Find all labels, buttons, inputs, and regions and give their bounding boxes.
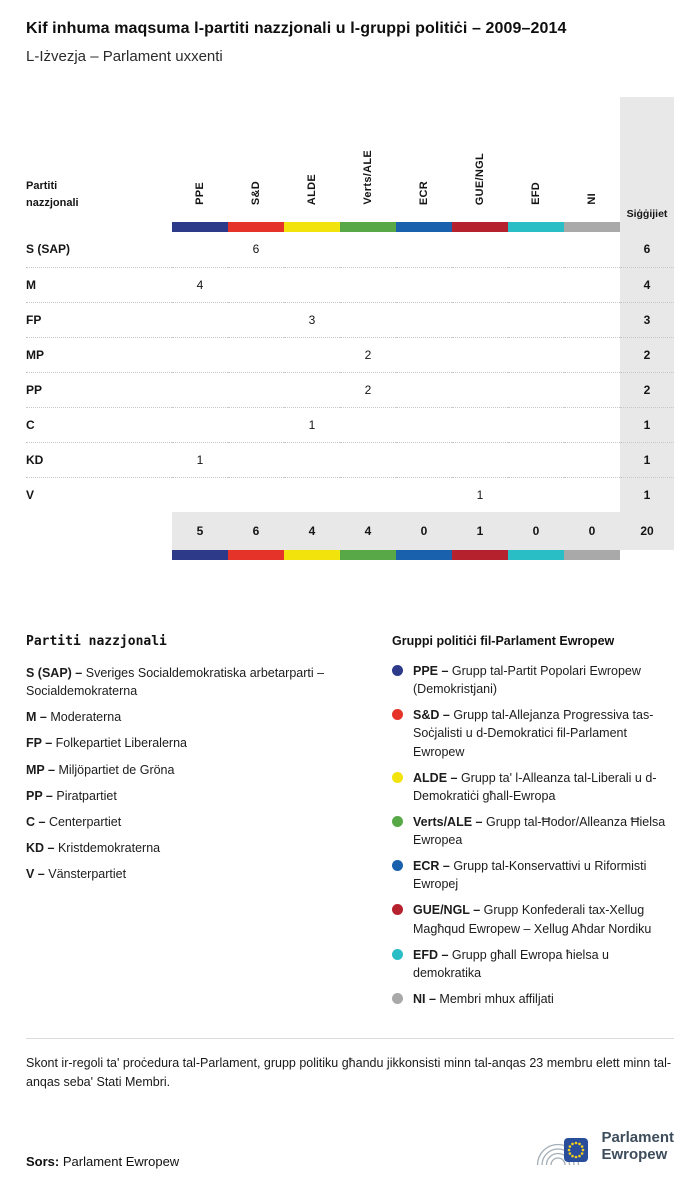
value-cell	[396, 477, 452, 512]
party-label: V	[26, 477, 172, 512]
table-row	[26, 407, 674, 442]
color-bar-sd	[228, 222, 284, 232]
group-text	[413, 990, 554, 1008]
group-color-bar-row-bottom	[26, 550, 674, 560]
legend-party-item	[26, 708, 366, 726]
group-abbr: ALDE –	[413, 770, 458, 785]
value-cell	[396, 267, 452, 302]
group-abbr: GUE/NGL –	[413, 903, 481, 918]
value-cell	[564, 337, 620, 372]
spacer-cell	[26, 222, 172, 232]
value-cell	[228, 442, 284, 477]
value-cell	[508, 407, 564, 442]
value-cell	[396, 442, 452, 477]
total-cell: 4	[340, 512, 396, 550]
seats-cell: 1	[620, 477, 674, 512]
party-abbr: FP –	[26, 736, 53, 751]
table-row	[26, 302, 674, 337]
value-cell: 2	[340, 337, 396, 372]
total-cell: 1	[452, 512, 508, 550]
legend-group-item	[392, 946, 674, 982]
group-color-dot-alde	[392, 772, 403, 783]
seats-table	[26, 97, 674, 560]
value-cell	[564, 302, 620, 337]
value-cell	[340, 442, 396, 477]
column-header-sd	[228, 97, 284, 222]
group-desc: Grupp għall Ewropa ħielsa u demokratika	[413, 947, 609, 980]
value-cell	[340, 232, 396, 267]
table-row	[26, 232, 674, 267]
legend-parties-title: Partiti nazzjonali	[26, 634, 167, 649]
value-cell	[284, 372, 340, 407]
group-desc: Grupp tal-Partit Popolari Ewropew (Demokristjani)	[413, 664, 641, 697]
value-cell	[340, 407, 396, 442]
group-color-dot-efd	[392, 949, 403, 960]
table-row	[26, 267, 674, 302]
footnote-text: Skont ir-regoli ta' proċedura tal-Parlament, grupp politiku għandu jikkonsisti minn tal-anqas 23 membru elett minn tal-anqas seba' Stati Membri.	[26, 1056, 672, 1090]
table-row	[26, 337, 674, 372]
column-header-label: S&D	[250, 180, 262, 205]
legend-party-item	[26, 813, 366, 831]
group-text	[413, 901, 674, 937]
value-cell	[508, 372, 564, 407]
table-row	[26, 372, 674, 407]
legend-group-item	[392, 990, 674, 1008]
color-bar-ppe	[172, 550, 228, 560]
legend-national-parties	[26, 634, 366, 1016]
value-cell	[284, 337, 340, 372]
seats-cell: 1	[620, 442, 674, 477]
legend-party-item	[26, 761, 366, 779]
column-header-ppe	[172, 97, 228, 222]
value-cell: 1	[172, 442, 228, 477]
party-label: KD	[26, 442, 172, 477]
footnote-section	[26, 1038, 674, 1093]
seats-cell: 6	[620, 232, 674, 267]
value-cell	[452, 407, 508, 442]
group-color-dot-sd	[392, 709, 403, 720]
value-cell: 3	[284, 302, 340, 337]
group-abbr: EFD –	[413, 947, 449, 962]
seats-header-label: Siġġijiet	[626, 208, 668, 220]
group-color-dot-verts-ale	[392, 816, 403, 827]
value-cell: 4	[172, 267, 228, 302]
color-bar-ecr	[396, 222, 452, 232]
spacer-cell	[26, 512, 172, 550]
value-cell	[228, 477, 284, 512]
column-header-seats	[620, 97, 674, 232]
value-cell	[172, 372, 228, 407]
value-cell	[228, 302, 284, 337]
legend-group-item	[392, 901, 674, 937]
column-header-gue-ngl	[452, 97, 508, 222]
row-header-cell	[26, 97, 172, 222]
group-text	[413, 946, 674, 982]
column-header-label: ECR	[418, 180, 430, 205]
party-abbr: C –	[26, 814, 46, 829]
source-label: Sors:	[26, 1153, 60, 1169]
party-desc: Piratpartiet	[56, 788, 117, 803]
group-text	[413, 813, 674, 849]
legend-party-item	[26, 664, 366, 700]
value-cell	[396, 232, 452, 267]
value-cell	[508, 267, 564, 302]
group-abbr: Verts/ALE –	[413, 814, 483, 829]
value-cell: 2	[340, 372, 396, 407]
value-cell	[564, 442, 620, 477]
footer-bottom-row	[26, 1123, 674, 1169]
value-cell	[172, 232, 228, 267]
value-cell: 6	[252, 242, 260, 257]
color-bar-ppe	[172, 222, 228, 232]
color-bar-alde	[284, 222, 340, 232]
value-cell	[228, 267, 284, 302]
legend-party-item	[26, 734, 366, 752]
value-cell	[340, 302, 396, 337]
group-abbr: PPE –	[413, 664, 449, 678]
source-value: Parlament Ewropew	[62, 1153, 180, 1169]
party-abbr: MP –	[26, 762, 55, 777]
value-cell	[396, 337, 452, 372]
column-header-label: Verts/ALE	[362, 150, 374, 205]
group-desc: Grupp Konfederali tax-Xellug Magħqud Ewropew – Xellug Aħdar Nordiku	[413, 903, 652, 936]
value-cell	[340, 267, 396, 302]
color-bar-ni	[564, 222, 620, 232]
table-row	[26, 477, 674, 512]
legend-group-item	[392, 857, 674, 893]
party-label: M	[26, 267, 172, 302]
legend-group-item	[392, 813, 674, 849]
party-desc: Folkepartiet Liberalerna	[55, 736, 187, 751]
color-bar-gue-ngl	[452, 222, 508, 232]
value-cell	[564, 372, 620, 407]
party-abbr: KD –	[26, 840, 55, 855]
table-row	[26, 442, 674, 477]
party-abbr: PP –	[26, 788, 53, 803]
group-abbr: NI –	[413, 991, 436, 1006]
page-title: Kif inhuma maqsuma l-partiti nazzjonali u l-gruppi politiċi – 2009–2014	[26, 20, 567, 37]
source-line	[26, 1154, 179, 1169]
column-header-alde	[284, 97, 340, 222]
value-cell	[564, 232, 620, 267]
color-bar-efd	[508, 550, 564, 560]
column-header-verts-ale	[340, 97, 396, 222]
seats-cell: 1	[620, 407, 674, 442]
value-cell	[172, 407, 228, 442]
color-bar-verts-ale	[340, 550, 396, 560]
value-cell: 1	[452, 477, 508, 512]
party-label: MP	[26, 337, 172, 372]
legend-group-item	[392, 662, 674, 698]
value-cell	[284, 442, 340, 477]
group-abbr: ECR –	[413, 859, 450, 874]
legend-group-item	[392, 769, 674, 805]
value-cell	[564, 407, 620, 442]
column-header-label: EFD	[530, 182, 542, 205]
party-desc: Sveriges Socialdemokratiska arbetarparti – Socialdemokraterna	[26, 666, 325, 699]
color-bar-ecr	[396, 550, 452, 560]
total-cell: 5	[172, 512, 228, 550]
party-label: S (SAP)	[26, 242, 71, 257]
seats-cell: 3	[620, 302, 674, 337]
group-color-dot-ni	[392, 993, 403, 1004]
value-cell	[396, 407, 452, 442]
value-cell	[564, 477, 620, 512]
value-cell	[228, 372, 284, 407]
value-cell	[508, 232, 564, 267]
value-cell	[508, 302, 564, 337]
total-cell: 0	[564, 512, 620, 550]
table-header-row	[26, 97, 674, 222]
value-cell: 1	[284, 407, 340, 442]
party-abbr: V –	[26, 867, 45, 881]
value-cell	[340, 477, 396, 512]
party-abbr: S (SAP) –	[26, 666, 83, 680]
group-desc: Grupp tal-Ħodor/Alleanza Ħielsa Ewropea	[413, 814, 666, 847]
group-color-dot-ecr	[392, 860, 403, 871]
seats-cell: 2	[620, 372, 674, 407]
party-label: C	[26, 407, 172, 442]
logo-line-2: Ewropew	[601, 1145, 668, 1163]
value-cell	[172, 477, 228, 512]
color-bar-efd	[508, 222, 564, 232]
group-text	[413, 706, 674, 760]
total-cell: 4	[284, 512, 340, 550]
legend-group-item	[392, 706, 674, 760]
value-cell	[284, 267, 340, 302]
value-cell	[508, 337, 564, 372]
column-header-ecr	[396, 97, 452, 222]
seats-cell: 4	[620, 267, 674, 302]
column-header-ni	[564, 97, 620, 222]
value-cell	[564, 267, 620, 302]
value-cell	[452, 232, 508, 267]
group-text	[413, 857, 674, 893]
total-seats-cell: 20	[620, 512, 674, 550]
value-cell	[508, 442, 564, 477]
party-desc: Kristdemokraterna	[57, 840, 161, 855]
group-desc: Grupp tal-Konservattivi u Riformisti Ewropej	[413, 859, 647, 892]
legend-party-item	[26, 787, 366, 805]
color-bar-alde	[284, 550, 340, 560]
spacer-cell	[620, 550, 674, 560]
group-color-dot-gue-ngl	[392, 904, 403, 915]
party-label: PP	[26, 372, 172, 407]
group-color-bar-row	[26, 222, 674, 232]
value-cell	[508, 477, 564, 512]
party-desc: Moderaterna	[50, 710, 122, 725]
column-header-efd	[508, 97, 564, 222]
color-bar-verts-ale	[340, 222, 396, 232]
page-subtitle: L-Iżvezja – Parlament uxxenti	[26, 48, 223, 65]
hemicycle-logo-icon	[536, 1123, 592, 1169]
legend-political-groups	[392, 634, 674, 1016]
party-desc: Miljöpartiet de Gröna	[58, 762, 175, 777]
group-desc: Membri mhux affiljati	[439, 991, 554, 1006]
value-cell	[284, 232, 340, 267]
european-parliament-logo	[536, 1123, 674, 1169]
group-text	[413, 769, 674, 805]
value-cell	[228, 407, 284, 442]
legend-section	[26, 634, 674, 1016]
value-cell	[396, 302, 452, 337]
value-cell	[452, 337, 508, 372]
color-bar-sd	[228, 550, 284, 560]
value-cell	[172, 337, 228, 372]
value-cell	[284, 477, 340, 512]
legend-party-item	[26, 839, 366, 857]
value-cell	[452, 302, 508, 337]
value-cell	[396, 372, 452, 407]
color-bar-gue-ngl	[452, 550, 508, 560]
legend-party-item	[26, 865, 366, 883]
value-cell	[452, 267, 508, 302]
spacer-cell	[26, 550, 172, 560]
party-desc: Centerpartiet	[48, 814, 122, 829]
total-cell: 6	[228, 512, 284, 550]
totals-row	[26, 512, 674, 550]
group-desc: Grupp tal-Allejanza Progressiva tas-Soċjalisti u d-Demokratici fil-Parlament Ewropew	[413, 708, 654, 759]
party-abbr: M –	[26, 710, 47, 725]
value-cell	[172, 302, 228, 337]
logo-wordmark	[601, 1129, 674, 1164]
row-header-label: Partiti nazzjonali	[26, 179, 79, 209]
group-desc: Grupp ta' l-Alleanza tal-Liberali u d-Demokratiċi għall-Ewropa	[413, 770, 657, 803]
value-cell	[452, 442, 508, 477]
group-abbr: S&D –	[413, 708, 450, 723]
column-header-label: PPE	[194, 182, 206, 205]
legend-groups-title: Gruppi politiċi fil-Parlament Ewropew	[392, 634, 615, 648]
party-desc: Vänsterpartiet	[48, 867, 127, 881]
party-label: FP	[26, 302, 172, 337]
total-cell: 0	[396, 512, 452, 550]
group-text	[413, 662, 674, 698]
logo-line-1: Parlament	[601, 1128, 674, 1146]
color-bar-ni	[564, 550, 620, 560]
total-cell: 0	[508, 512, 564, 550]
column-header-label: NI	[586, 193, 598, 205]
value-cell	[228, 337, 284, 372]
value-cell	[452, 372, 508, 407]
group-color-dot-ppe	[392, 665, 403, 676]
column-header-label: GUE/NGL	[474, 152, 486, 205]
seats-cell: 2	[620, 337, 674, 372]
column-header-label: ALDE	[306, 173, 318, 205]
